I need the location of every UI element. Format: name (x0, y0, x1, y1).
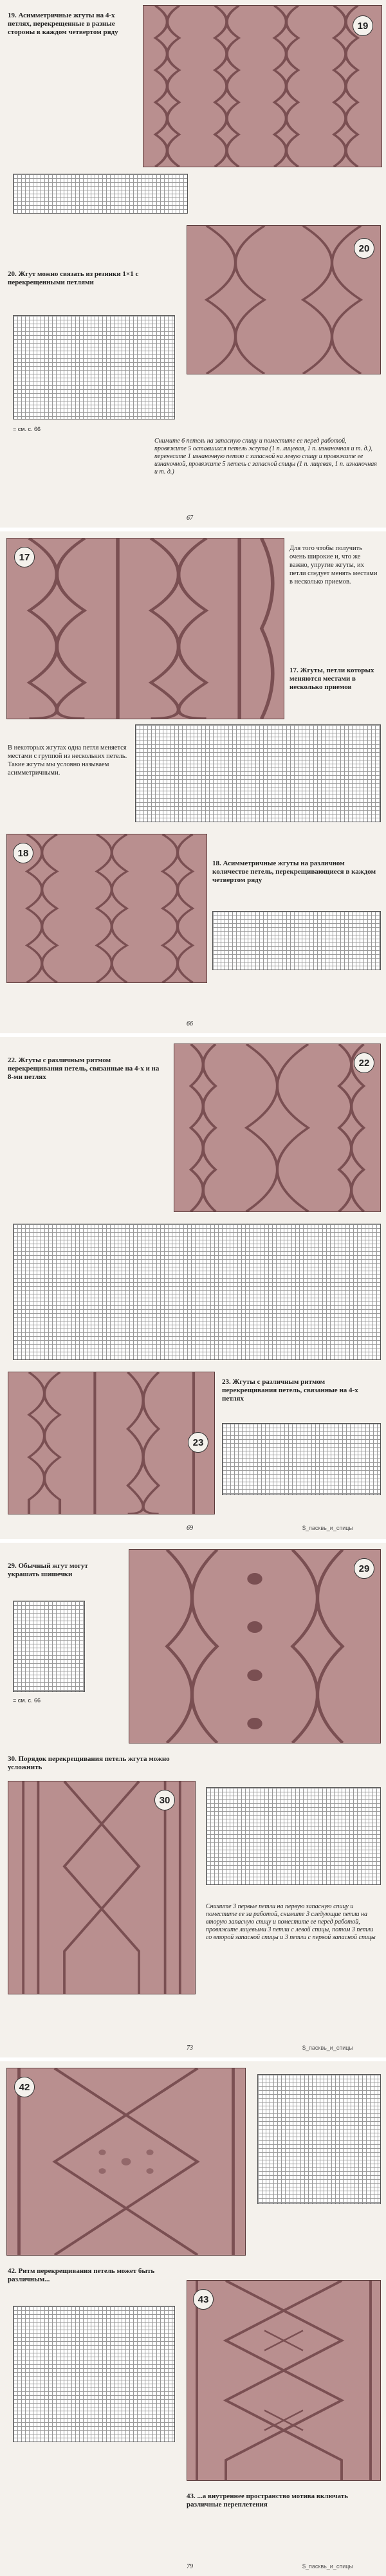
knitting-chart-17 (135, 724, 381, 822)
page-number: 67 (187, 515, 193, 522)
page-66 (0, 531, 386, 1033)
knitting-chart-18 (212, 911, 381, 970)
caption-17: 17. Жгуты, петли которых меняются местами в несколько приемов (290, 667, 374, 691)
chart-legend: = см. с. 66 (13, 1697, 41, 1704)
knitting-chart-43 (13, 2306, 175, 2442)
watermark: $_пасквь_и_спицы (302, 2563, 353, 2570)
cable-texture (187, 2281, 380, 2480)
knitting-chart-19 (13, 174, 188, 214)
knitting-chart-23 (222, 1423, 381, 1495)
caption-43: 43. ...а внутреннее пространство мотива включать различные переплетения (187, 2492, 348, 2508)
badge-30: 30 (154, 1790, 175, 1810)
page-73 (0, 1543, 386, 2057)
badge-19: 19 (353, 15, 373, 36)
swatch-photo-29 (129, 1549, 381, 1743)
badge-22: 22 (354, 1053, 374, 1073)
caption-18: 18. Асимметричные жгуты на различном количестве петель, перекрещивающиеся в каждом четвертом ряду (212, 860, 376, 884)
caption-20: 20. Жгут можно связать из резинки 1×1 с перекрещенными петлями (8, 270, 139, 286)
caption-22: 22. Жгуты с различным ритмом перекрещивания петель, связанные на 4-х и на 8-ми петлях (8, 1056, 160, 1081)
knitting-chart-29 (13, 1601, 85, 1692)
cable-texture (143, 6, 381, 167)
watermark: $_пасквь_и_спицы (302, 2045, 353, 2051)
body-text: В некоторых жгутах одна петля меняется местами с группой из нескольких петель. Такие жгуты мы условно называем асимметричными. (8, 744, 127, 777)
instruction-note: Снимите 6 петель на запасную спицу и поместите ее перед работой, провяжите 5 оставшихся петель жгута (1 п. лицевая, 1 п. изнаночная и т. д.), перенесите 1 изнаночную петлю с запасной на левую спицу и провяжите ее изнаночной, провяжите 5 петель с запасной спицы (1 п. лицевая, 1 п. изнаночная и т. д.) (154, 437, 377, 475)
knitting-chart-20 (13, 315, 175, 419)
cable-texture (7, 538, 284, 719)
swatch-photo-19 (143, 5, 382, 167)
badge-20: 20 (354, 238, 374, 259)
badge-23: 23 (188, 1432, 208, 1453)
swatch-photo-20 (187, 225, 381, 374)
caption-42: 42. Ритм перекрещивания петель может быть различным... (8, 2267, 155, 2283)
page-number: 66 (187, 1020, 193, 1027)
swatch-photo-30 (8, 1781, 196, 1994)
page-number: 73 (187, 2045, 193, 2052)
cable-texture (7, 2068, 245, 2255)
knitting-chart-22 (13, 1224, 381, 1360)
intro-text: Для того чтобы получить очень широкие и, что же важно, упругие жгуты, их петли следует менять местами в несколько приемов. (290, 545, 378, 585)
page-79 (0, 2061, 386, 2576)
badge-42: 42 (14, 2077, 35, 2097)
caption-19: 19. Асимметричные жгуты на 4-х петлях, перекрещенные в разные стороны в каждом четвертом ряду (8, 12, 118, 36)
caption-23: 23. Жгуты с различным ритмом перекрещивания петель, связанные на 4-х петлях (222, 1378, 358, 1403)
cable-texture (187, 226, 380, 374)
badge-43: 43 (193, 2289, 214, 2310)
badge-29: 29 (354, 1558, 374, 1579)
knitting-chart-30 (206, 1787, 381, 1885)
page-number: 69 (187, 1525, 193, 1532)
page-69 (0, 1037, 386, 1539)
badge-18: 18 (13, 843, 33, 863)
caption-29: 29. Обычный жгут могут украшать шишечки (8, 1562, 88, 1578)
swatch-photo-18 (6, 834, 207, 983)
watermark: $_пасквь_и_спицы (302, 1525, 353, 1531)
instruction-note: Снимите 3 первые петли на первую запасную спицу и поместите ее за работой, снимите 3 следующие петли на вторую запасную спицу и поместите ее перед работой, провяжите лицевыми 3 петли с левой спицы, потом 3 петли со второй запасной спицы и 3 петли с первой запасной спицы (206, 1903, 376, 1941)
caption-30: 30. Порядок перекрещивания петель жгута можно усложнить (8, 1755, 170, 1771)
cable-texture (174, 1044, 380, 1211)
cable-texture (8, 1372, 214, 1514)
swatch-photo-22 (174, 1044, 381, 1212)
swatch-photo-17 (6, 538, 284, 719)
swatch-photo-43 (187, 2280, 381, 2481)
swatch-photo-42 (6, 2068, 246, 2256)
swatch-photo-23 (8, 1372, 215, 1514)
cable-texture (7, 834, 207, 982)
knitting-chart-42 (257, 2074, 381, 2204)
page-number: 79 (187, 2563, 193, 2570)
page-67 (0, 0, 386, 528)
cable-texture (129, 1550, 380, 1743)
chart-legend: = см. с. 66 (13, 426, 41, 432)
badge-17: 17 (14, 547, 35, 567)
cable-texture (8, 1781, 195, 1994)
